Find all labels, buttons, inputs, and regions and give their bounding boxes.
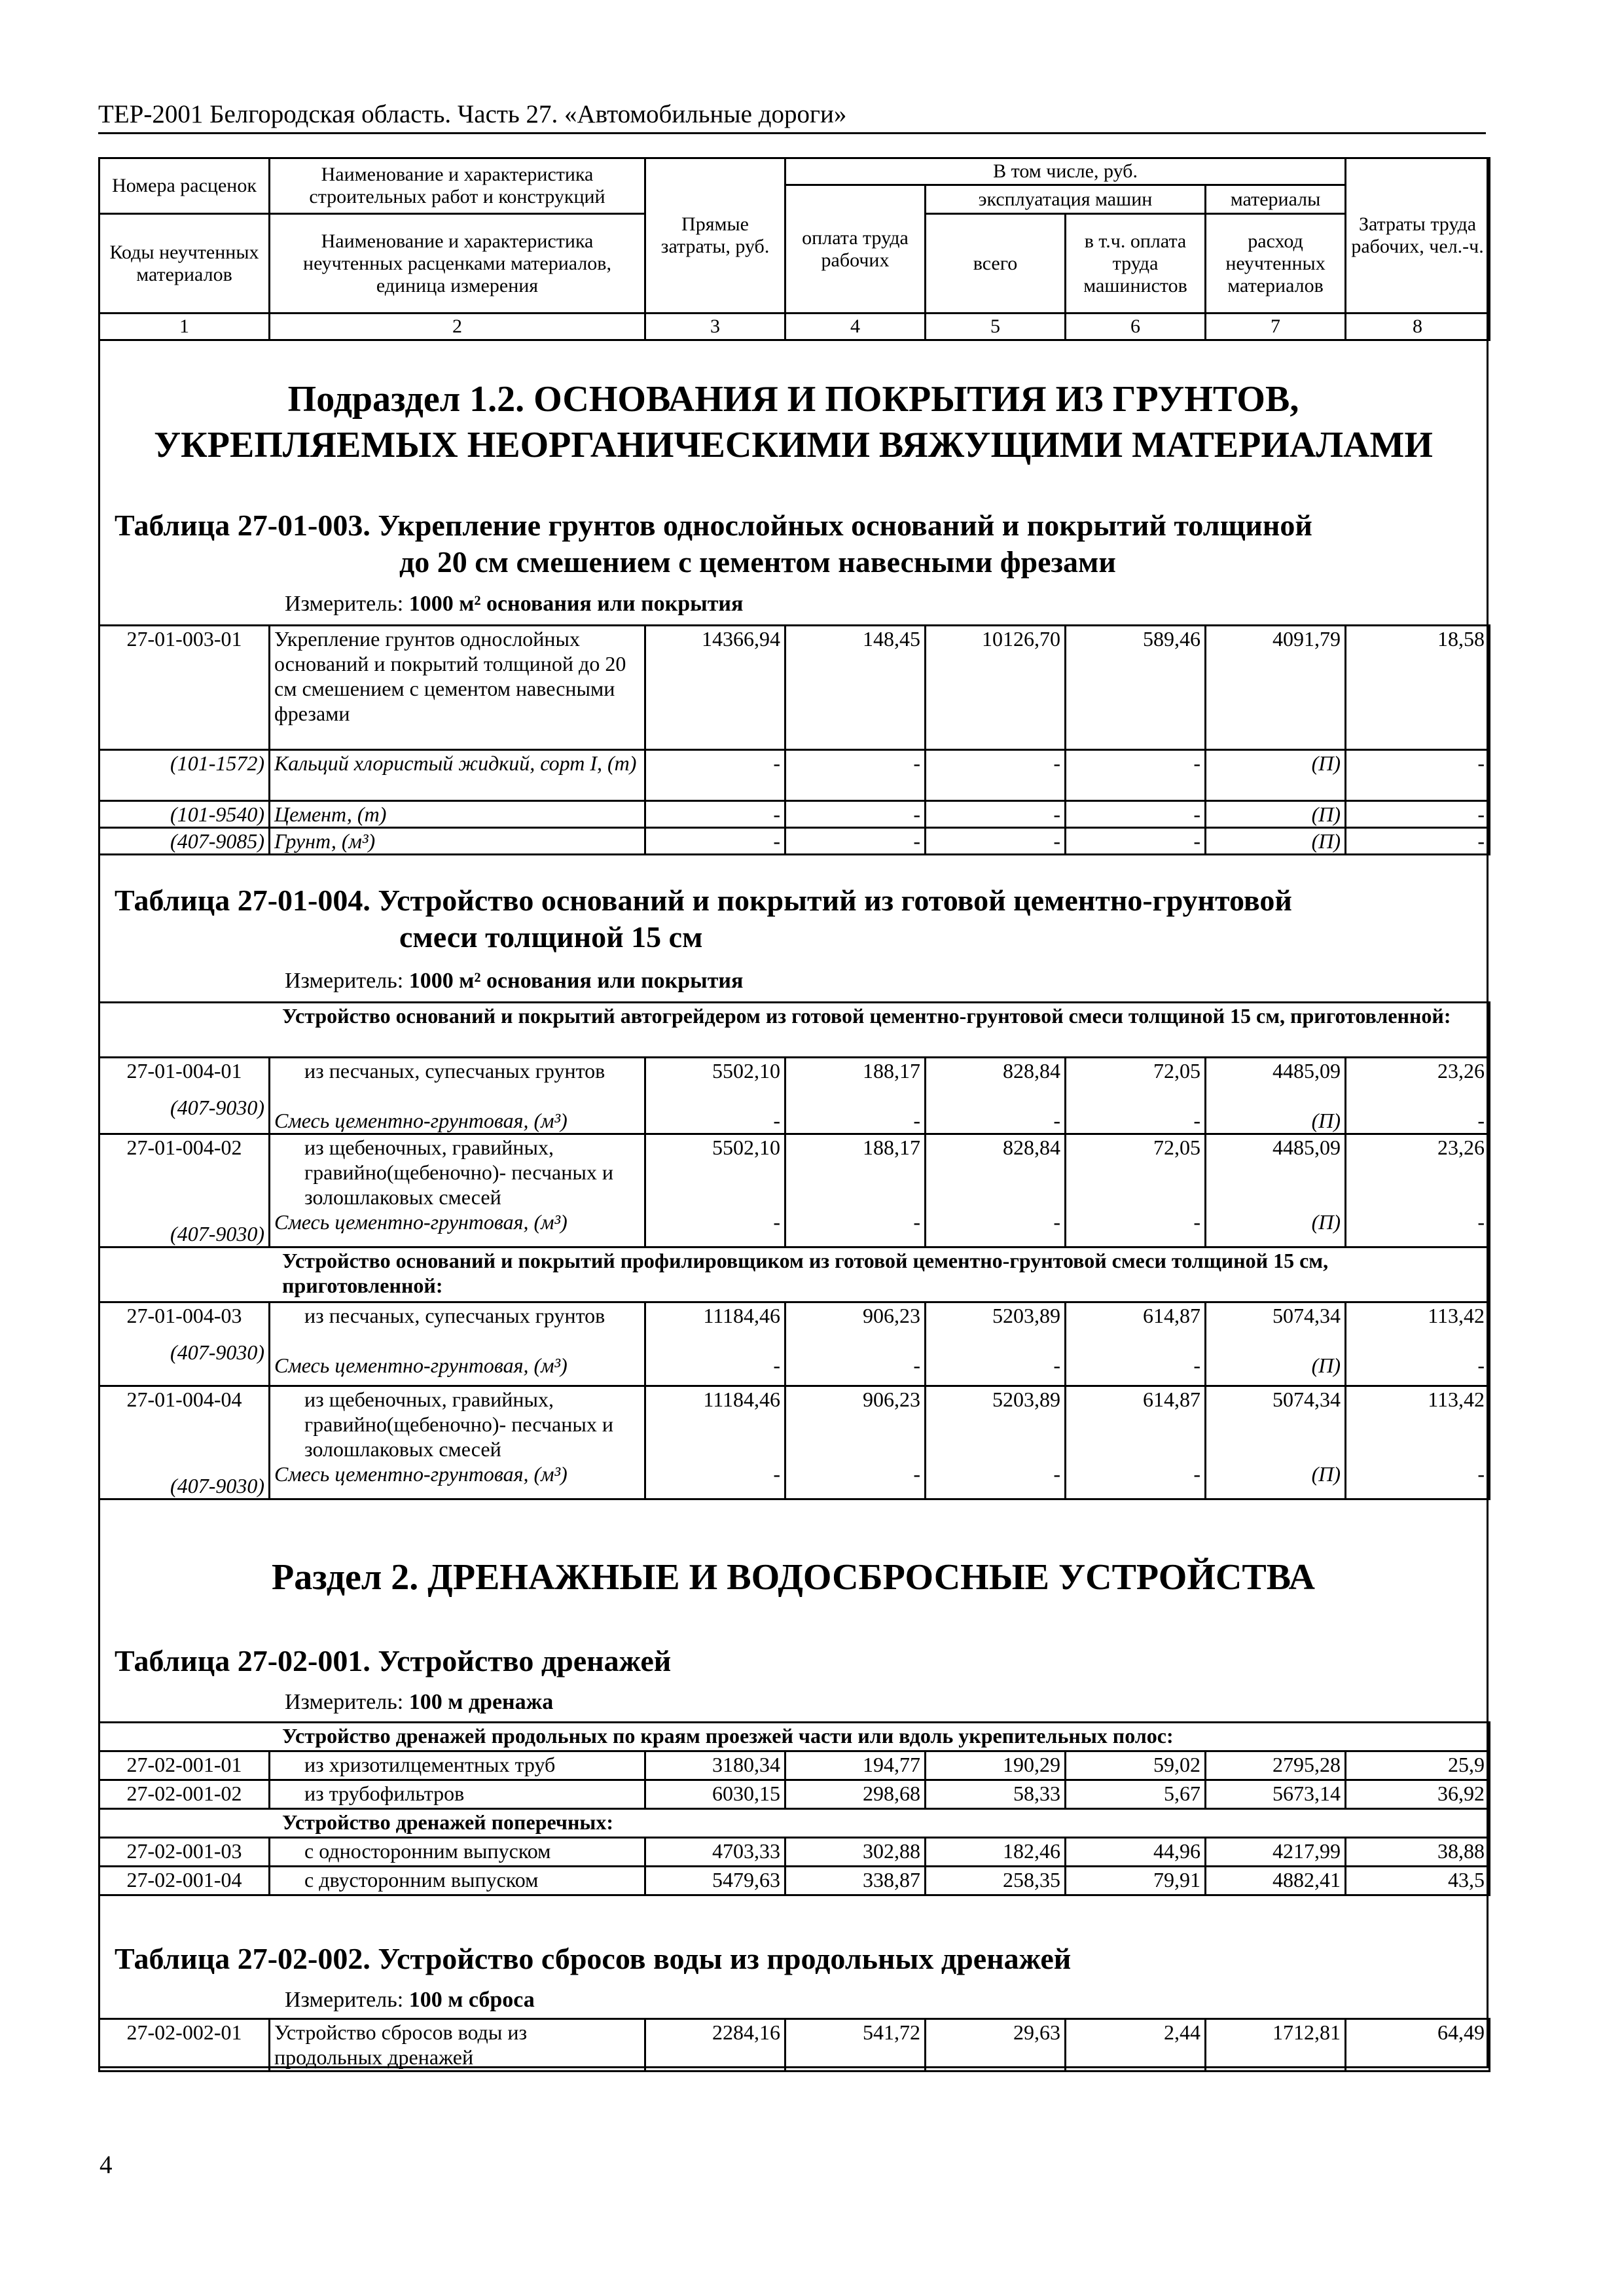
row-c7	[1206, 1058, 1346, 1134]
row-c5	[926, 1058, 1066, 1134]
mat-code: (101-9540)	[99, 801, 270, 828]
col2-header-b: Наименование и характеристика неучтенных расценками материалов, единица измерения	[270, 214, 645, 314]
table-row	[99, 750, 1490, 801]
row-name: из трубофильтров	[270, 1780, 645, 1809]
row-c5	[926, 1134, 1066, 1247]
c3-text: 5502,10	[712, 1136, 780, 1159]
subsection-title-line2: УКРЕПЛЯЕМЫХ НЕОРГАНИЧЕСКИМИ ВЯЖУЩИМИ МАТЕРИАЛАМИ	[154, 425, 1433, 465]
row-c3: 14366,94	[645, 626, 785, 750]
measure-value: 100 м сброса	[408, 1988, 535, 2012]
row-name-text: из щебеночных, гравийных, гравийно(щебеночно)- песчаных и золошлаковых смесей	[304, 1388, 613, 1461]
table-title-line1: Таблица 27-01-004. Устройство оснований и покрытий из готовой цементно-грунтовой	[115, 884, 1292, 917]
c3-text: 11184,46	[703, 1388, 780, 1411]
row-c7	[1206, 1302, 1346, 1386]
p-mark: (П)	[1311, 1109, 1341, 1132]
col1-header-a: Номера расценок	[99, 158, 270, 214]
mat-name: Цемент, (т)	[270, 801, 645, 828]
c8-text: 113,42	[1428, 1304, 1485, 1327]
c4-text: 906,23	[863, 1304, 920, 1327]
c6-text: 614,87	[1143, 1304, 1200, 1327]
measure-value: 100 м дренажа	[408, 1690, 554, 1714]
measure-label: Измеритель:	[285, 969, 409, 993]
row-c6	[1066, 1058, 1206, 1134]
row-name-text: из песчаных, супесчаных грунтов	[304, 1059, 605, 1083]
row-name: Устройство сбросов воды из продольных дренажей	[270, 2019, 645, 2072]
row-c6: 2,44	[1066, 2019, 1206, 2072]
c4-text: 906,23	[863, 1388, 920, 1411]
row-c7: (П)	[1206, 750, 1346, 801]
row-c8: -	[1346, 801, 1490, 828]
group-title: Устройство дренажей поперечных:	[99, 1809, 1490, 1838]
subsection-title-line1: Подраздел 1.2. ОСНОВАНИЯ И ПОКРЫТИЯ ИЗ ГРУНТОВ,	[287, 379, 1299, 420]
row-c8: -	[1346, 828, 1490, 855]
col-num-7: 7	[1206, 314, 1346, 340]
row-c8	[1346, 1386, 1490, 1499]
materials-header: материалы	[1206, 185, 1346, 214]
row-code-text: 27-01-004-03	[126, 1304, 242, 1327]
row-c8	[1346, 1058, 1490, 1134]
mat-code: (407-9030)	[170, 1222, 264, 1246]
row-c4: 541,72	[785, 2019, 926, 2072]
row-code: 27-02-001-01	[99, 1751, 270, 1780]
row-c8: 36,92	[1346, 1780, 1490, 1809]
dash: -	[773, 1462, 780, 1486]
row-c8: 38,88	[1346, 1838, 1490, 1867]
row-code-text: 27-01-004-01	[126, 1059, 242, 1083]
row-c4	[785, 1386, 926, 1499]
row-c3: -	[645, 828, 785, 855]
row-c5: -	[926, 828, 1066, 855]
c4-text: 188,17	[863, 1136, 920, 1159]
group-title: Устройство оснований и покрытий автогрейдером из готовой цементно-грунтовой смеси толщиной 15 см, приготовленной:	[99, 1003, 1490, 1058]
row-c7: (П)	[1206, 801, 1346, 828]
mat-name: Смесь цементно-грунтовая, (м³)	[274, 1462, 568, 1486]
dash: -	[1193, 1462, 1200, 1486]
c7-text: 5074,34	[1272, 1388, 1341, 1411]
c6-text: 72,05	[1153, 1059, 1200, 1083]
row-c7: 4217,99	[1206, 1838, 1346, 1867]
row-c5: 58,33	[926, 1780, 1066, 1809]
dash: -	[1193, 1210, 1200, 1234]
col-num-4: 4	[785, 314, 926, 340]
table-title-27-01-004	[115, 882, 1476, 956]
mat-code: (407-9030)	[170, 1096, 264, 1119]
c6-text: 72,05	[1153, 1136, 1200, 1159]
col-num-6: 6	[1066, 314, 1206, 340]
dash: -	[1477, 1109, 1485, 1132]
dash: -	[1193, 1109, 1200, 1132]
row-c3: 6030,15	[645, 1780, 785, 1809]
row-c3: -	[645, 750, 785, 801]
col2-header-a: Наименование и характеристика строительных работ и конструкций	[270, 158, 645, 214]
row-name-text: из щебеночных, гравийных, гравийно(щебеночно)- песчаных и золошлаковых смесей	[304, 1136, 613, 1209]
row-c5: 182,46	[926, 1838, 1066, 1867]
row-c5: 29,63	[926, 2019, 1066, 2072]
table-title-27-01-003	[115, 507, 1476, 581]
row-c4	[785, 1302, 926, 1386]
dash: -	[913, 1462, 920, 1486]
row-c3	[645, 1134, 785, 1247]
dash: -	[913, 1109, 920, 1132]
group-title: Устройство оснований и покрытий профилировщиком из готовой цементно-грунтовой смеси толщиной 15 см, приготовленной:	[99, 1247, 1490, 1302]
row-name: Укрепление грунтов однослойных оснований и покрытий толщиной до 20 см смешением с цементом навесными фрезами	[270, 626, 645, 750]
measure-27-01-003	[98, 590, 1624, 618]
mat-code: (101-1572)	[99, 750, 270, 801]
row-c8: -	[1346, 750, 1490, 801]
mat-code: (407-9030)	[170, 1474, 264, 1498]
row-c8: 25,9	[1346, 1751, 1490, 1780]
row-c3	[645, 1386, 785, 1499]
dash: -	[913, 1210, 920, 1234]
dash: -	[1477, 1210, 1485, 1234]
row-c6	[1066, 1134, 1206, 1247]
dash: -	[1477, 1462, 1485, 1486]
row-c4: 194,77	[785, 1751, 926, 1780]
mat-name: Грунт, (м³)	[270, 828, 645, 855]
table-row	[99, 1751, 1490, 1780]
dash: -	[1053, 1462, 1060, 1486]
row-c6: 5,67	[1066, 1780, 1206, 1809]
incl-header: В том числе, руб.	[785, 158, 1346, 185]
measure-27-01-004	[98, 967, 1624, 995]
table-row	[99, 828, 1490, 855]
c8-text: 113,42	[1428, 1388, 1485, 1411]
machines-header: эксплуатация машин	[926, 185, 1206, 214]
table-title-27-02-001: Таблица 27-02-001. Устройство дренажей	[115, 1644, 672, 1677]
measure-label: Измеритель:	[285, 1690, 409, 1714]
subsection-title	[98, 376, 1489, 468]
c7-text: 4485,09	[1272, 1059, 1341, 1083]
data-table-27-01-004	[98, 1001, 1490, 1500]
row-c7	[1206, 1134, 1346, 1247]
row-code: 27-01-003-01	[99, 626, 270, 750]
row-c4: 302,88	[785, 1838, 926, 1867]
row-name	[270, 1058, 645, 1134]
group-row	[99, 1809, 1490, 1838]
row-code: 27-02-001-02	[99, 1780, 270, 1809]
table-row	[99, 1058, 1490, 1134]
table-title-27-02-002: Таблица 27-02-002. Устройство сбросов воды из продольных дренажей	[115, 1942, 1072, 1975]
row-code: 27-02-002-01	[99, 2019, 270, 2072]
dash: -	[1053, 1210, 1060, 1234]
col-num-3: 3	[645, 314, 785, 340]
row-c3: 2284,16	[645, 2019, 785, 2072]
group-row	[99, 1723, 1490, 1751]
row-c5: -	[926, 750, 1066, 801]
row-c3: -	[645, 801, 785, 828]
row-c4: -	[785, 801, 926, 828]
dash: -	[1053, 1109, 1060, 1132]
dash: -	[1193, 1354, 1200, 1377]
row-c7	[1206, 1386, 1346, 1499]
table-row	[99, 1386, 1490, 1499]
table-row	[99, 2019, 1490, 2072]
p-mark: (П)	[1311, 1354, 1341, 1377]
row-code: 27-02-001-03	[99, 1838, 270, 1867]
row-c4: -	[785, 828, 926, 855]
row-code	[99, 1134, 270, 1247]
row-c3: 3180,34	[645, 1751, 785, 1780]
table-row	[99, 1134, 1490, 1247]
row-c4	[785, 1058, 926, 1134]
dash: -	[1053, 1354, 1060, 1377]
row-c8	[1346, 1302, 1490, 1386]
table-title-line1: Таблица 27-01-003. Укрепление грунтов однослойных оснований и покрытий толщиной	[115, 509, 1312, 542]
c8-text: 23,26	[1437, 1136, 1485, 1159]
row-c6: -	[1066, 750, 1206, 801]
c7-text: 4485,09	[1272, 1136, 1341, 1159]
col6-header: в т.ч. оплата труда машинистов	[1066, 214, 1206, 314]
row-c6	[1066, 1386, 1206, 1499]
c4-text: 188,17	[863, 1059, 920, 1083]
measure-value: 1000 м² основания или покрытия	[408, 969, 744, 993]
group-row	[99, 1247, 1490, 1302]
row-c8	[1346, 1134, 1490, 1247]
table-row	[99, 1838, 1490, 1867]
data-table-27-01-003	[98, 624, 1490, 855]
row-c6: 44,96	[1066, 1838, 1206, 1867]
row-c6	[1066, 1302, 1206, 1386]
page-number: 4	[99, 2151, 113, 2179]
c5-text: 828,84	[1003, 1059, 1060, 1083]
row-c4: -	[785, 750, 926, 801]
col1-header-b: Коды неучтенных материалов	[99, 214, 270, 314]
c6-text: 614,87	[1143, 1388, 1200, 1411]
data-table-27-02-002	[98, 2018, 1490, 2072]
col5-header: всего	[926, 214, 1066, 314]
table-title-line2: до 20 см смешением с цементом навесными фрезами	[399, 545, 1116, 579]
measure-value: 1000 м² основания или покрытия	[408, 592, 744, 616]
c3-text: 5502,10	[712, 1059, 780, 1083]
col7-header: расход неучтенных материалов	[1206, 214, 1346, 314]
row-c8: 43,5	[1346, 1867, 1490, 1895]
row-name	[270, 1386, 645, 1499]
table-row	[99, 1867, 1490, 1895]
row-name	[270, 1134, 645, 1247]
row-c4	[785, 1134, 926, 1247]
row-c4: 148,45	[785, 626, 926, 750]
row-c3	[645, 1058, 785, 1134]
row-code	[99, 1058, 270, 1134]
group-row	[99, 1003, 1490, 1058]
row-c4: 298,68	[785, 1780, 926, 1809]
table-row	[99, 1302, 1490, 1386]
row-c6: 589,46	[1066, 626, 1206, 750]
page-header: ТЕР-2001 Белгородская область. Часть 27. «Автомобильные дороги»	[98, 98, 1486, 134]
group-title: Устройство дренажей продольных по краям проезжей части или вдоль укрепительных полос:	[99, 1723, 1490, 1751]
col-num-8: 8	[1346, 314, 1490, 340]
measure-27-02-002	[98, 1986, 1624, 2014]
c5-text: 828,84	[1003, 1136, 1060, 1159]
row-c6: 79,91	[1066, 1867, 1206, 1895]
c8-text: 23,26	[1437, 1059, 1485, 1083]
c3-text: 11184,46	[703, 1304, 780, 1327]
table-title-line2: смеси толщиной 15 см	[399, 920, 703, 954]
row-code	[99, 1302, 270, 1386]
row-c8: 18,58	[1346, 626, 1490, 750]
col-num-1: 1	[99, 314, 270, 340]
row-c7: 1712,81	[1206, 2019, 1346, 2072]
column-header-table	[98, 157, 1490, 341]
row-c5: 190,29	[926, 1751, 1066, 1780]
row-c5: -	[926, 801, 1066, 828]
measure-27-02-001	[98, 1689, 1624, 1716]
row-name: с двусторонним выпуском	[270, 1867, 645, 1895]
dash: -	[913, 1354, 920, 1377]
table-row	[99, 626, 1490, 750]
row-c5	[926, 1386, 1066, 1499]
row-c7: (П)	[1206, 828, 1346, 855]
dash: -	[773, 1210, 780, 1234]
dash: -	[773, 1109, 780, 1132]
col3-header: Прямые затраты, руб.	[645, 158, 785, 314]
row-code: 27-02-001-04	[99, 1867, 270, 1895]
row-name-text: из песчаных, супесчаных грунтов	[304, 1304, 605, 1327]
row-code-text: 27-01-004-04	[126, 1388, 242, 1411]
mat-name: Смесь цементно-грунтовая, (м³)	[274, 1109, 568, 1132]
row-code-text: 27-01-004-02	[126, 1136, 242, 1159]
mat-code: (407-9030)	[170, 1340, 264, 1364]
measure-label: Измеритель:	[285, 592, 409, 616]
row-code	[99, 1386, 270, 1499]
mat-name: Смесь цементно-грунтовая, (м³)	[274, 1354, 568, 1377]
row-c7: 2795,28	[1206, 1751, 1346, 1780]
row-c4: 338,87	[785, 1867, 926, 1895]
row-name: из хризотилцементных труб	[270, 1751, 645, 1780]
dash: -	[773, 1354, 780, 1377]
mat-name: Смесь цементно-грунтовая, (м³)	[274, 1210, 568, 1234]
c5-text: 5203,89	[992, 1304, 1060, 1327]
row-c5: 10126,70	[926, 626, 1066, 750]
row-c5	[926, 1302, 1066, 1386]
section2-title: Раздел 2. ДРЕНАЖНЫЕ И ВОДОСБРОСНЫЕ УСТРОЙСТВА	[272, 1557, 1315, 1598]
table-row	[99, 801, 1490, 828]
row-c6: 59,02	[1066, 1751, 1206, 1780]
row-c6: -	[1066, 801, 1206, 828]
row-c7: 4091,79	[1206, 626, 1346, 750]
col4-header: оплата труда рабочих	[785, 185, 926, 314]
row-name	[270, 1302, 645, 1386]
col8-header: Затраты труда рабочих, чел.-ч.	[1346, 158, 1490, 314]
row-name: с односторонним выпуском	[270, 1838, 645, 1867]
measure-label: Измеритель:	[285, 1988, 409, 2012]
mat-name: Кальций хлористый жидкий, сорт I, (т)	[270, 750, 645, 801]
p-mark: (П)	[1311, 1462, 1341, 1486]
row-c7: 4882,41	[1206, 1867, 1346, 1895]
table-row	[99, 1780, 1490, 1809]
row-c5: 258,35	[926, 1867, 1066, 1895]
row-c8: 64,49	[1346, 2019, 1490, 2072]
col-num-2: 2	[270, 314, 645, 340]
row-c3: 4703,33	[645, 1838, 785, 1867]
c7-text: 5074,34	[1272, 1304, 1341, 1327]
data-table-27-02-001	[98, 1721, 1490, 1896]
row-c7: 5673,14	[1206, 1780, 1346, 1809]
col-num-5: 5	[926, 314, 1066, 340]
mat-code: (407-9085)	[99, 828, 270, 855]
row-c3	[645, 1302, 785, 1386]
row-c3: 5479,63	[645, 1867, 785, 1895]
row-c6: -	[1066, 828, 1206, 855]
dash: -	[1477, 1354, 1485, 1377]
p-mark: (П)	[1311, 1210, 1341, 1234]
c5-text: 5203,89	[992, 1388, 1060, 1411]
